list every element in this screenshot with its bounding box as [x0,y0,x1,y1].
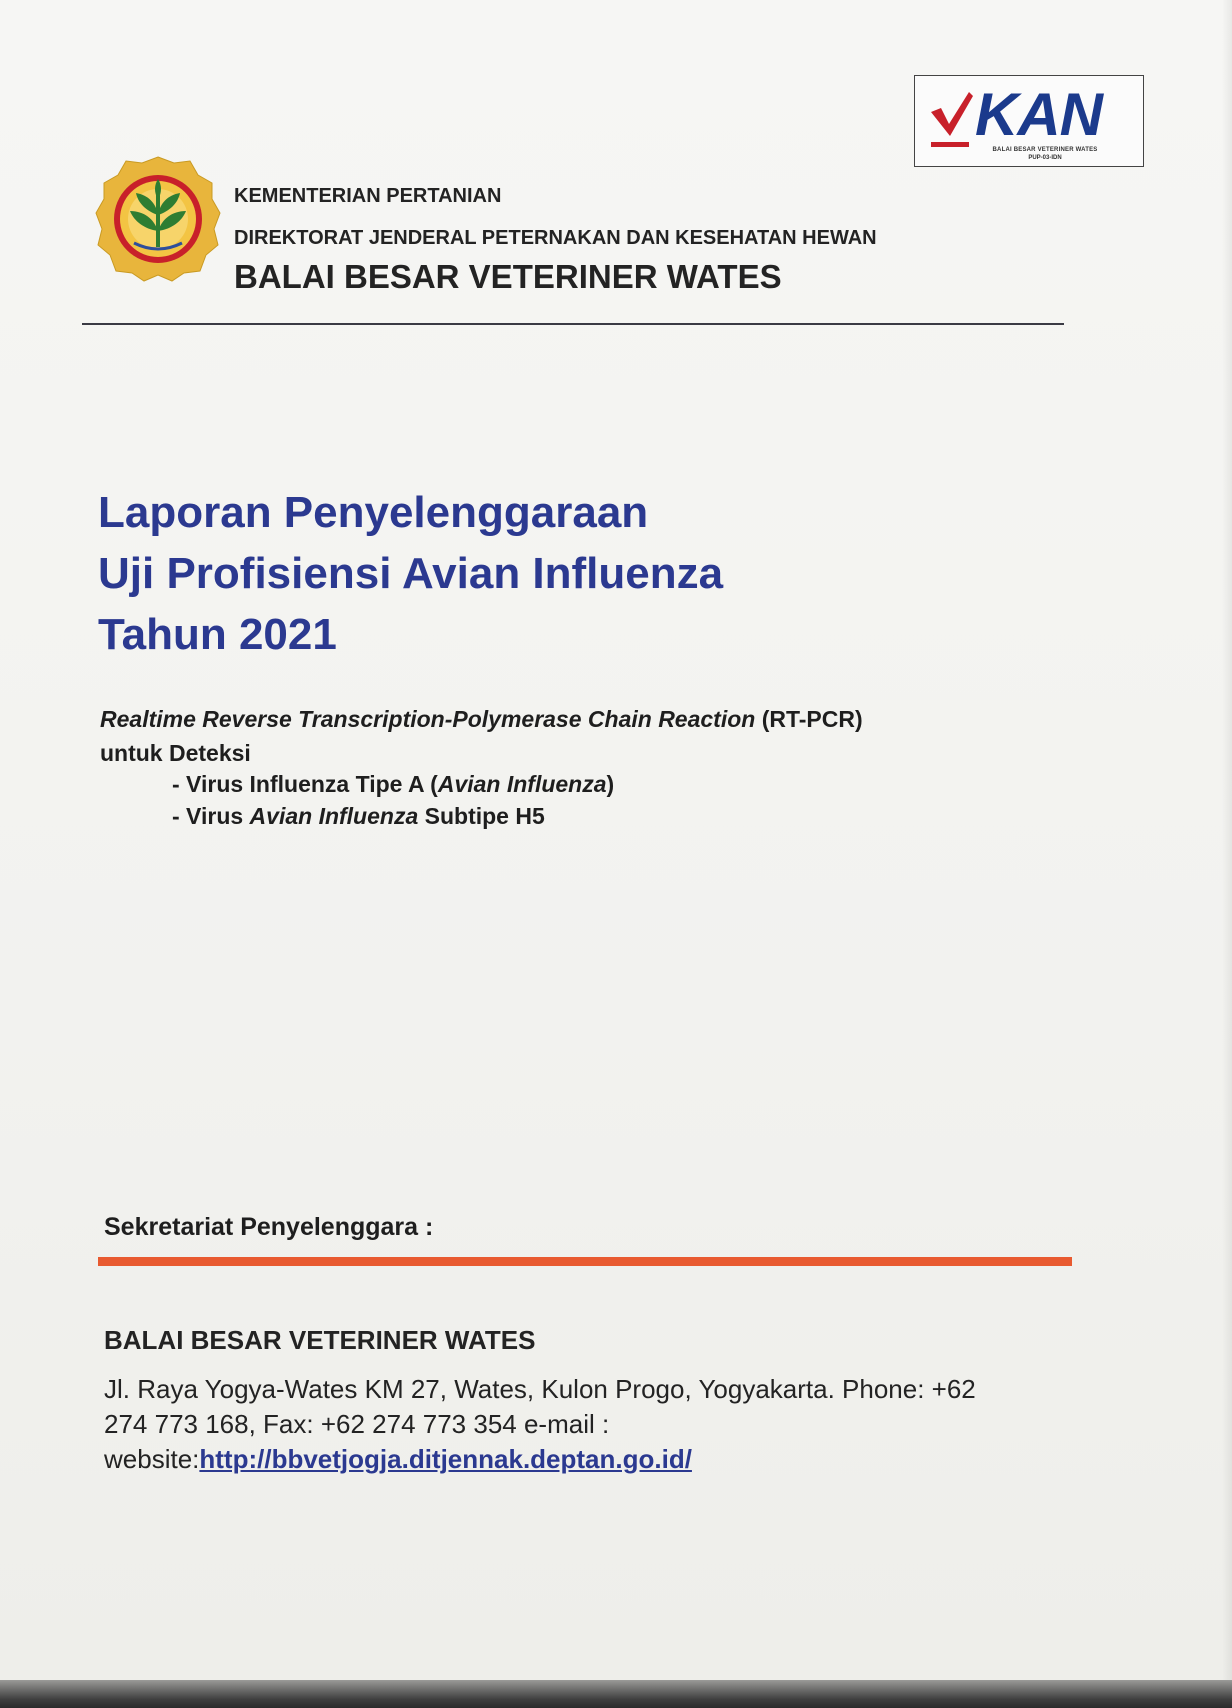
kan-logo-caption: BALAI BESAR VETERINER WATES [992,147,1098,153]
method-name: Realtime Reverse Transcription-Polymerase Chain Reaction [100,706,756,732]
secretariat-label: Sekretariat Penyelenggara : [104,1213,434,1241]
method-abbreviation: (RT-PCR) [755,706,863,732]
detection-item-2-suffix: Subtipe H5 [418,803,545,829]
title-line-3: Tahun 2021 [98,610,337,659]
detection-item-2 [172,803,545,830]
detection-item-1-suffix: ) [606,771,615,797]
address-line-1: Jl. Raya Yogya-Wates KM 27, Wates, Kulon Progo, Yogyakarta. Phone: +62 [104,1374,976,1404]
website-label: website: [104,1444,200,1474]
title-line-1: Laporan Penyelenggaraan [98,488,649,537]
secretariat-org: BALAI BESAR VETERINER WATES [104,1325,536,1355]
directorate-name: DIREKTORAT JENDERAL PETERNAKAN DAN KESEHATAN HEWAN [234,227,877,249]
method-line [100,706,863,733]
kan-logo-code: PUP-03-IDN [1028,155,1062,161]
kan-logo-text: KAN [975,81,1102,148]
page-edge-shadow [1222,0,1232,1690]
checkmark-icon [929,90,975,140]
detection-item-1 [172,771,614,798]
detection-item-2-italic: Avian Influenza [249,803,419,829]
ministry-name: KEMENTERIAN PERTANIAN [234,185,502,207]
institution-name: BALAI BESAR VETERINER WATES [234,258,782,295]
header-divider [82,323,1064,325]
website-line [104,1444,692,1475]
detection-item-1-prefix: - Virus Influenza Tipe A ( [172,771,438,797]
title-line-2: Uji Profisiensi Avian Influenza [98,549,724,598]
address-line-2: 274 773 168, Fax: +62 274 773 354 e-mail : [104,1409,610,1439]
website-link[interactable]: http://bbvetjogja.ditjennak.deptan.go.id/ [199,1444,692,1474]
detection-label: untuk Deteksi [100,740,251,766]
ministry-seal-icon [94,155,222,283]
kan-logo [914,75,1144,167]
secretariat-divider [98,1257,1072,1266]
detection-item-2-prefix: - Virus [172,803,250,829]
detection-item-1-italic: Avian Influenza [437,771,607,797]
scanner-bottom-edge [0,1680,1232,1708]
